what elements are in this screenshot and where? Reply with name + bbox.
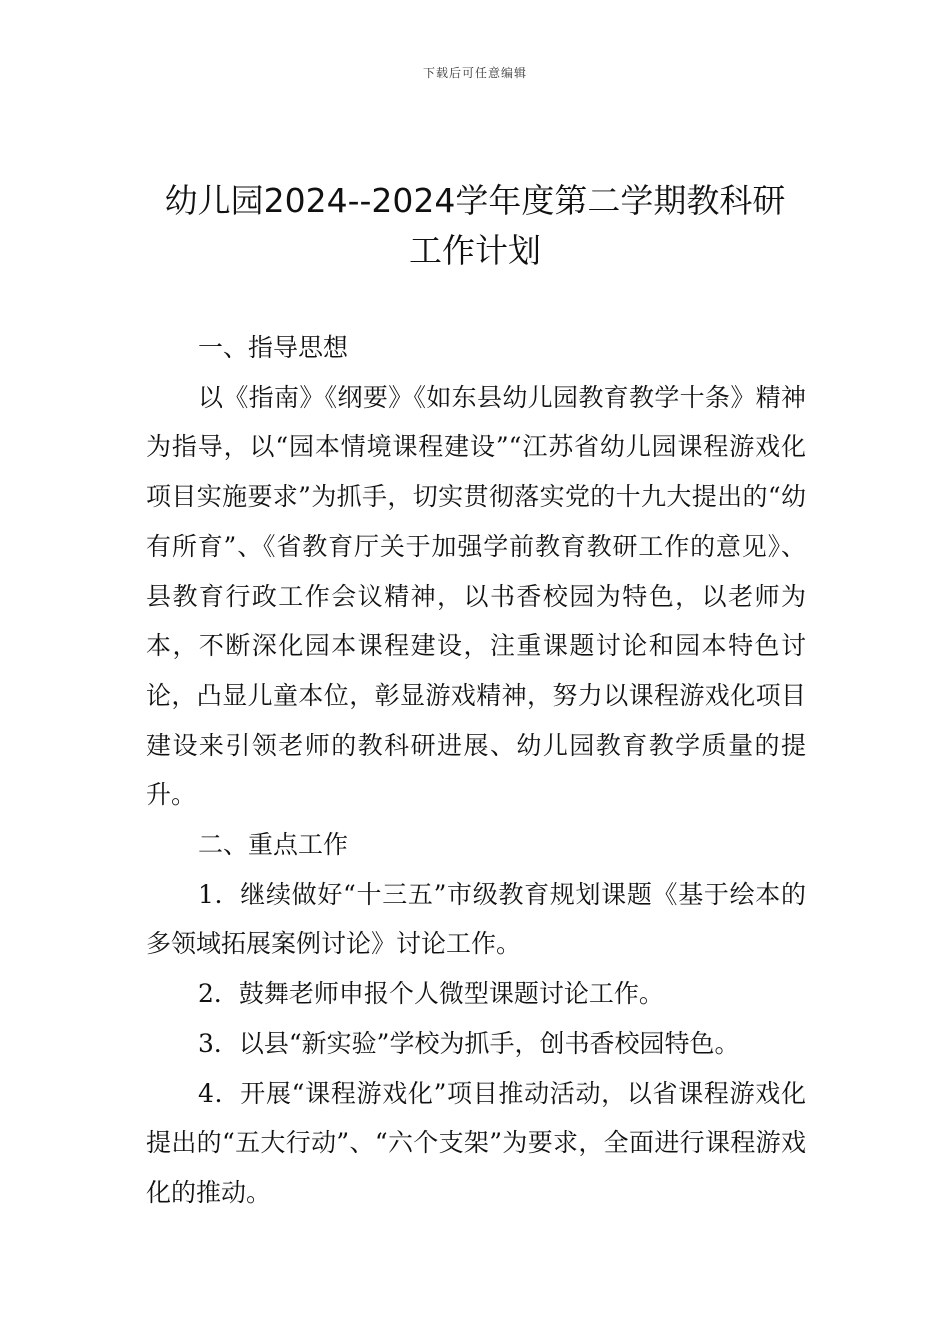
paragraph-guiding-ideology: 以《指南》《纲要》《如东县幼儿园教育教学十条》精神为指导，以“园本情境课程建设”“江苏省幼儿园课程游戏化项目实施要求”为抓手，切实贯彻落实党的十九大提出的“幼有所育”、《省教育厅关于加强学前教育教研工作的意见》、县教育行政工作会议精神，以书香校园为特色，以老师为本，不断深化园本课程建设，注重课题讨论和园本特色讨论，凸显儿童本位，彰显游戏精神，努力以课程游戏化项目建设来引领老师的教科研进展、幼儿园教育教学质量的提升。 [146,382,806,810]
list-item-3: 3．以县“新实验”学校为抓手，创书香校园特色。 [198,1028,740,1058]
section-heading-guiding-ideology: 一、指导思想 [198,333,349,362]
list-item-1: 1．继续做好“十三五”市级教育规划课题《基于绘本的多领域拓展案例讨论》讨论工作。 [146,879,806,959]
title-line-1: 幼儿园2024--2024学年度第二学期教科研 [164,181,786,220]
header-note: 下载后可任意编辑 [422,66,527,80]
list-item-2: 2．鼓舞老师申报个人微型课题讨论工作。 [198,979,664,1009]
title-line-2: 工作计划 [409,231,541,270]
section-heading-key-work: 二、重点工作 [198,830,349,860]
document-title [120,176,830,276]
list-item-4: 4．开展“课程游戏化”项目推动活动，以省课程游戏化提出的“五大行动”、“六个支架”为要求，全面进行课程游戏化的推动。 [146,1078,806,1207]
document-body [146,323,806,1218]
